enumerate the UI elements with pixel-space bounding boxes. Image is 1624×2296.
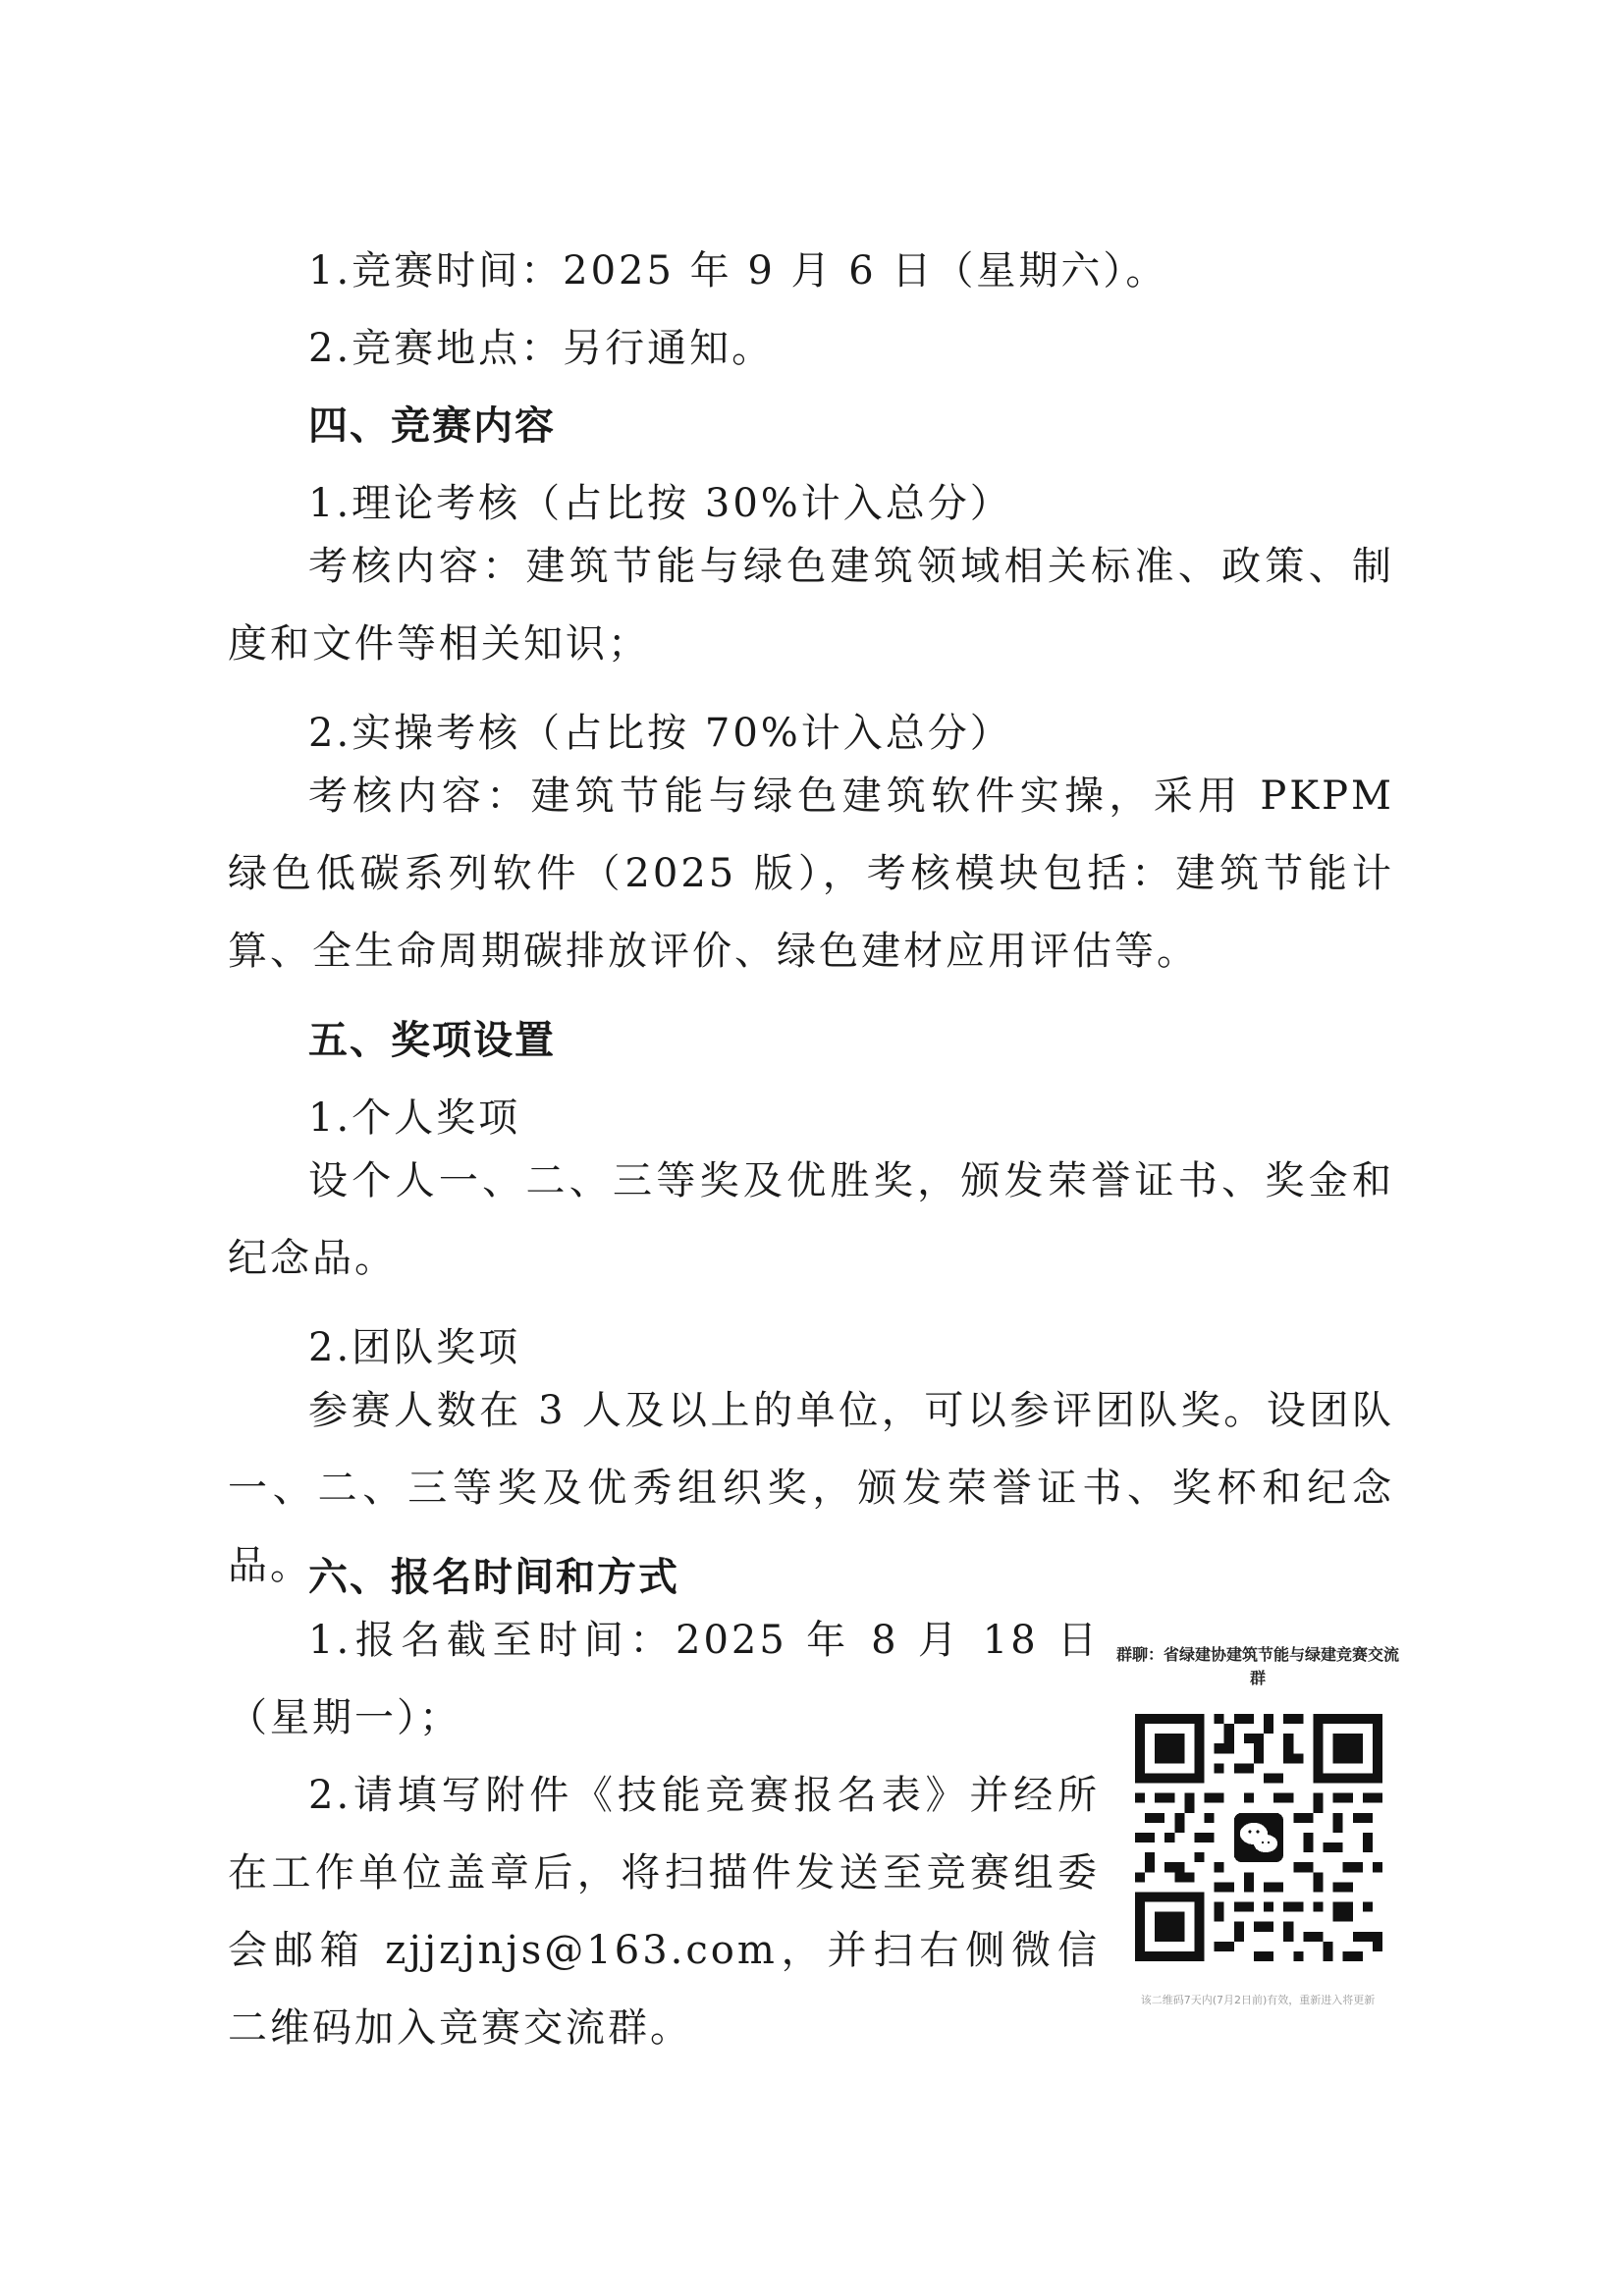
section-heading-registration: 六、报名时间和方式: [308, 1555, 679, 1600]
registration-method: 2.请填写附件《技能竞赛报名表》并经所在工作单位盖章后，将扫描件发送至竞赛组委会邮箱 zjjzjnjs@163.com，并扫右侧微信二维码加入竞赛交流群。: [228, 1773, 1100, 2051]
theory-exam-title: 1.理论考核（占比按 30%计入总分）: [308, 481, 1012, 526]
practical-exam-content: 考核内容：建筑节能与绿色建筑软件实操，采用 PKPM 绿色低碳系列软件（2025 版），考核模块包括：建筑节能计算、全生命周期碳排放评价、绿色建材应用评估等。: [228, 774, 1394, 974]
qr-group-title: 群聊：省绿建协建筑节能与绿建竞赛交流群: [1115, 1645, 1399, 1687]
practical-exam-title: 2.实操考核（占比按 70%计入总分）: [308, 711, 1012, 756]
individual-award-title: 1.个人奖项: [308, 1095, 521, 1141]
competition-time: 1.竞赛时间：2025 年 9 月 6 日（星期六）。: [308, 248, 1168, 294]
wechat-group-qr[interactable]: [1115, 1629, 1400, 2022]
qr-validity-note: 该二维码7天内(7月2日前)有效，重新进入将更新: [1140, 1994, 1376, 2006]
wechat-icon: [1234, 1813, 1283, 1862]
theory-exam-content: 考核内容：建筑节能与绿色建筑领域相关标准、政策、制度和文件等相关知识；: [228, 544, 1394, 667]
section-heading-content: 四、竞赛内容: [308, 403, 556, 449]
team-award-content: 参赛人数在 3 人及以上的单位，可以参评团队奖。设团队一、二、三等奖及优秀组织奖，颁发荣誉证书、奖杯和纪念品。: [228, 1388, 1394, 1588]
individual-award-content: 设个人一、二、三等奖及优胜奖，颁发荣誉证书、奖金和纪念品。: [228, 1158, 1394, 1281]
team-award-title: 2.团队奖项: [308, 1325, 521, 1370]
qr-code[interactable]: [1135, 1714, 1382, 1961]
section-heading-awards: 五、奖项设置: [308, 1018, 556, 1063]
competition-place: 2.竞赛地点：另行通知。: [308, 326, 775, 371]
registration-deadline: 1.报名截至时间：2025 年 8 月 18 日（星期一）；: [228, 1618, 1100, 1740]
